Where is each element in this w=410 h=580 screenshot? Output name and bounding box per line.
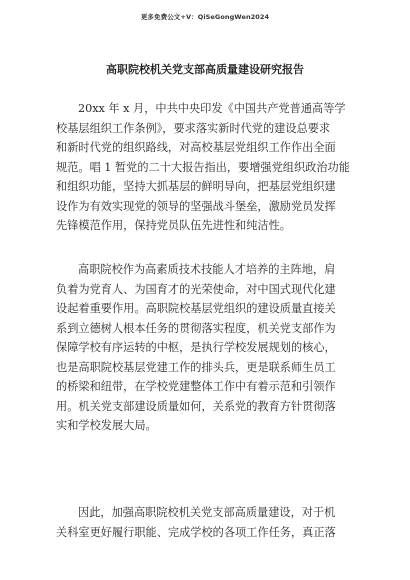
paragraph-line: 和新时代党的组织路线，对高校基层党组织工作作出全面: [56, 141, 336, 154]
paragraph-line: 用。机关党支部建设质量如何，关系党的教育方针贯彻落: [56, 399, 336, 413]
paragraph-line: 先锋模范作用，保持党员队伍先进性和纯洁性。: [56, 219, 291, 232]
paragraph-3: [56, 503, 356, 542]
paragraph-line: 也是高职院校基层党建工作的排头兵，更是联系师生员工: [56, 360, 336, 374]
paragraph-line: 保障学校有序运转的中枢，是执行学校发展规划的核心，: [56, 341, 336, 354]
paragraph-line: 系到立德树人根本任务的贯彻落实程度，机关党支部作为: [56, 321, 336, 335]
paragraph-line: 高职院校作为高素质技术技能人才培养的主阵地，肩: [78, 263, 336, 276]
paragraph-line: 设作为有效实现党的领导的坚强战斗堡垒，激励党员发挥: [56, 199, 336, 213]
paragraph-line: 的桥梁和纽带，在学校党建整体工作中有着示范和引领作: [56, 380, 336, 393]
paragraph-line: 校基层组织工作条例》，要求落实新时代党的建设总要求: [56, 121, 331, 135]
paragraph-line: 规范。唱 1 暂党的二十大报告指出，要增强党组织政治功能: [56, 160, 350, 174]
paragraph-line: 负着为党育人、为国育才的光荣使命，对中国式现代化建: [56, 282, 336, 296]
paragraph-1: [56, 99, 356, 236]
paragraph-2: [56, 260, 356, 436]
paragraph-line: 设起着重要作用。高职院校基层党组织的建设质量直接关: [56, 302, 336, 315]
paragraph-line: 关科室更好履行职能、完成学校的各项工作任务，真正落: [56, 525, 336, 539]
paragraph-line: 20xx 年 x 月，中共中央印发《中国共产党普通高等学: [78, 102, 346, 115]
paragraph-line: 和组织功能，坚持大抓基层的鲜明导向，把基层党组织建: [56, 180, 336, 193]
paragraph-line: 实和学校发展大局。: [56, 419, 157, 432]
header-note: 更多免费公文+V：QiSeGongWen2024: [140, 13, 270, 21]
paragraph-line: 因此，加强高职院校机关党支部高质量建设，对于机: [78, 506, 336, 519]
document-title: 高职院校机关党支部高质量建设研究报告: [106, 63, 304, 76]
